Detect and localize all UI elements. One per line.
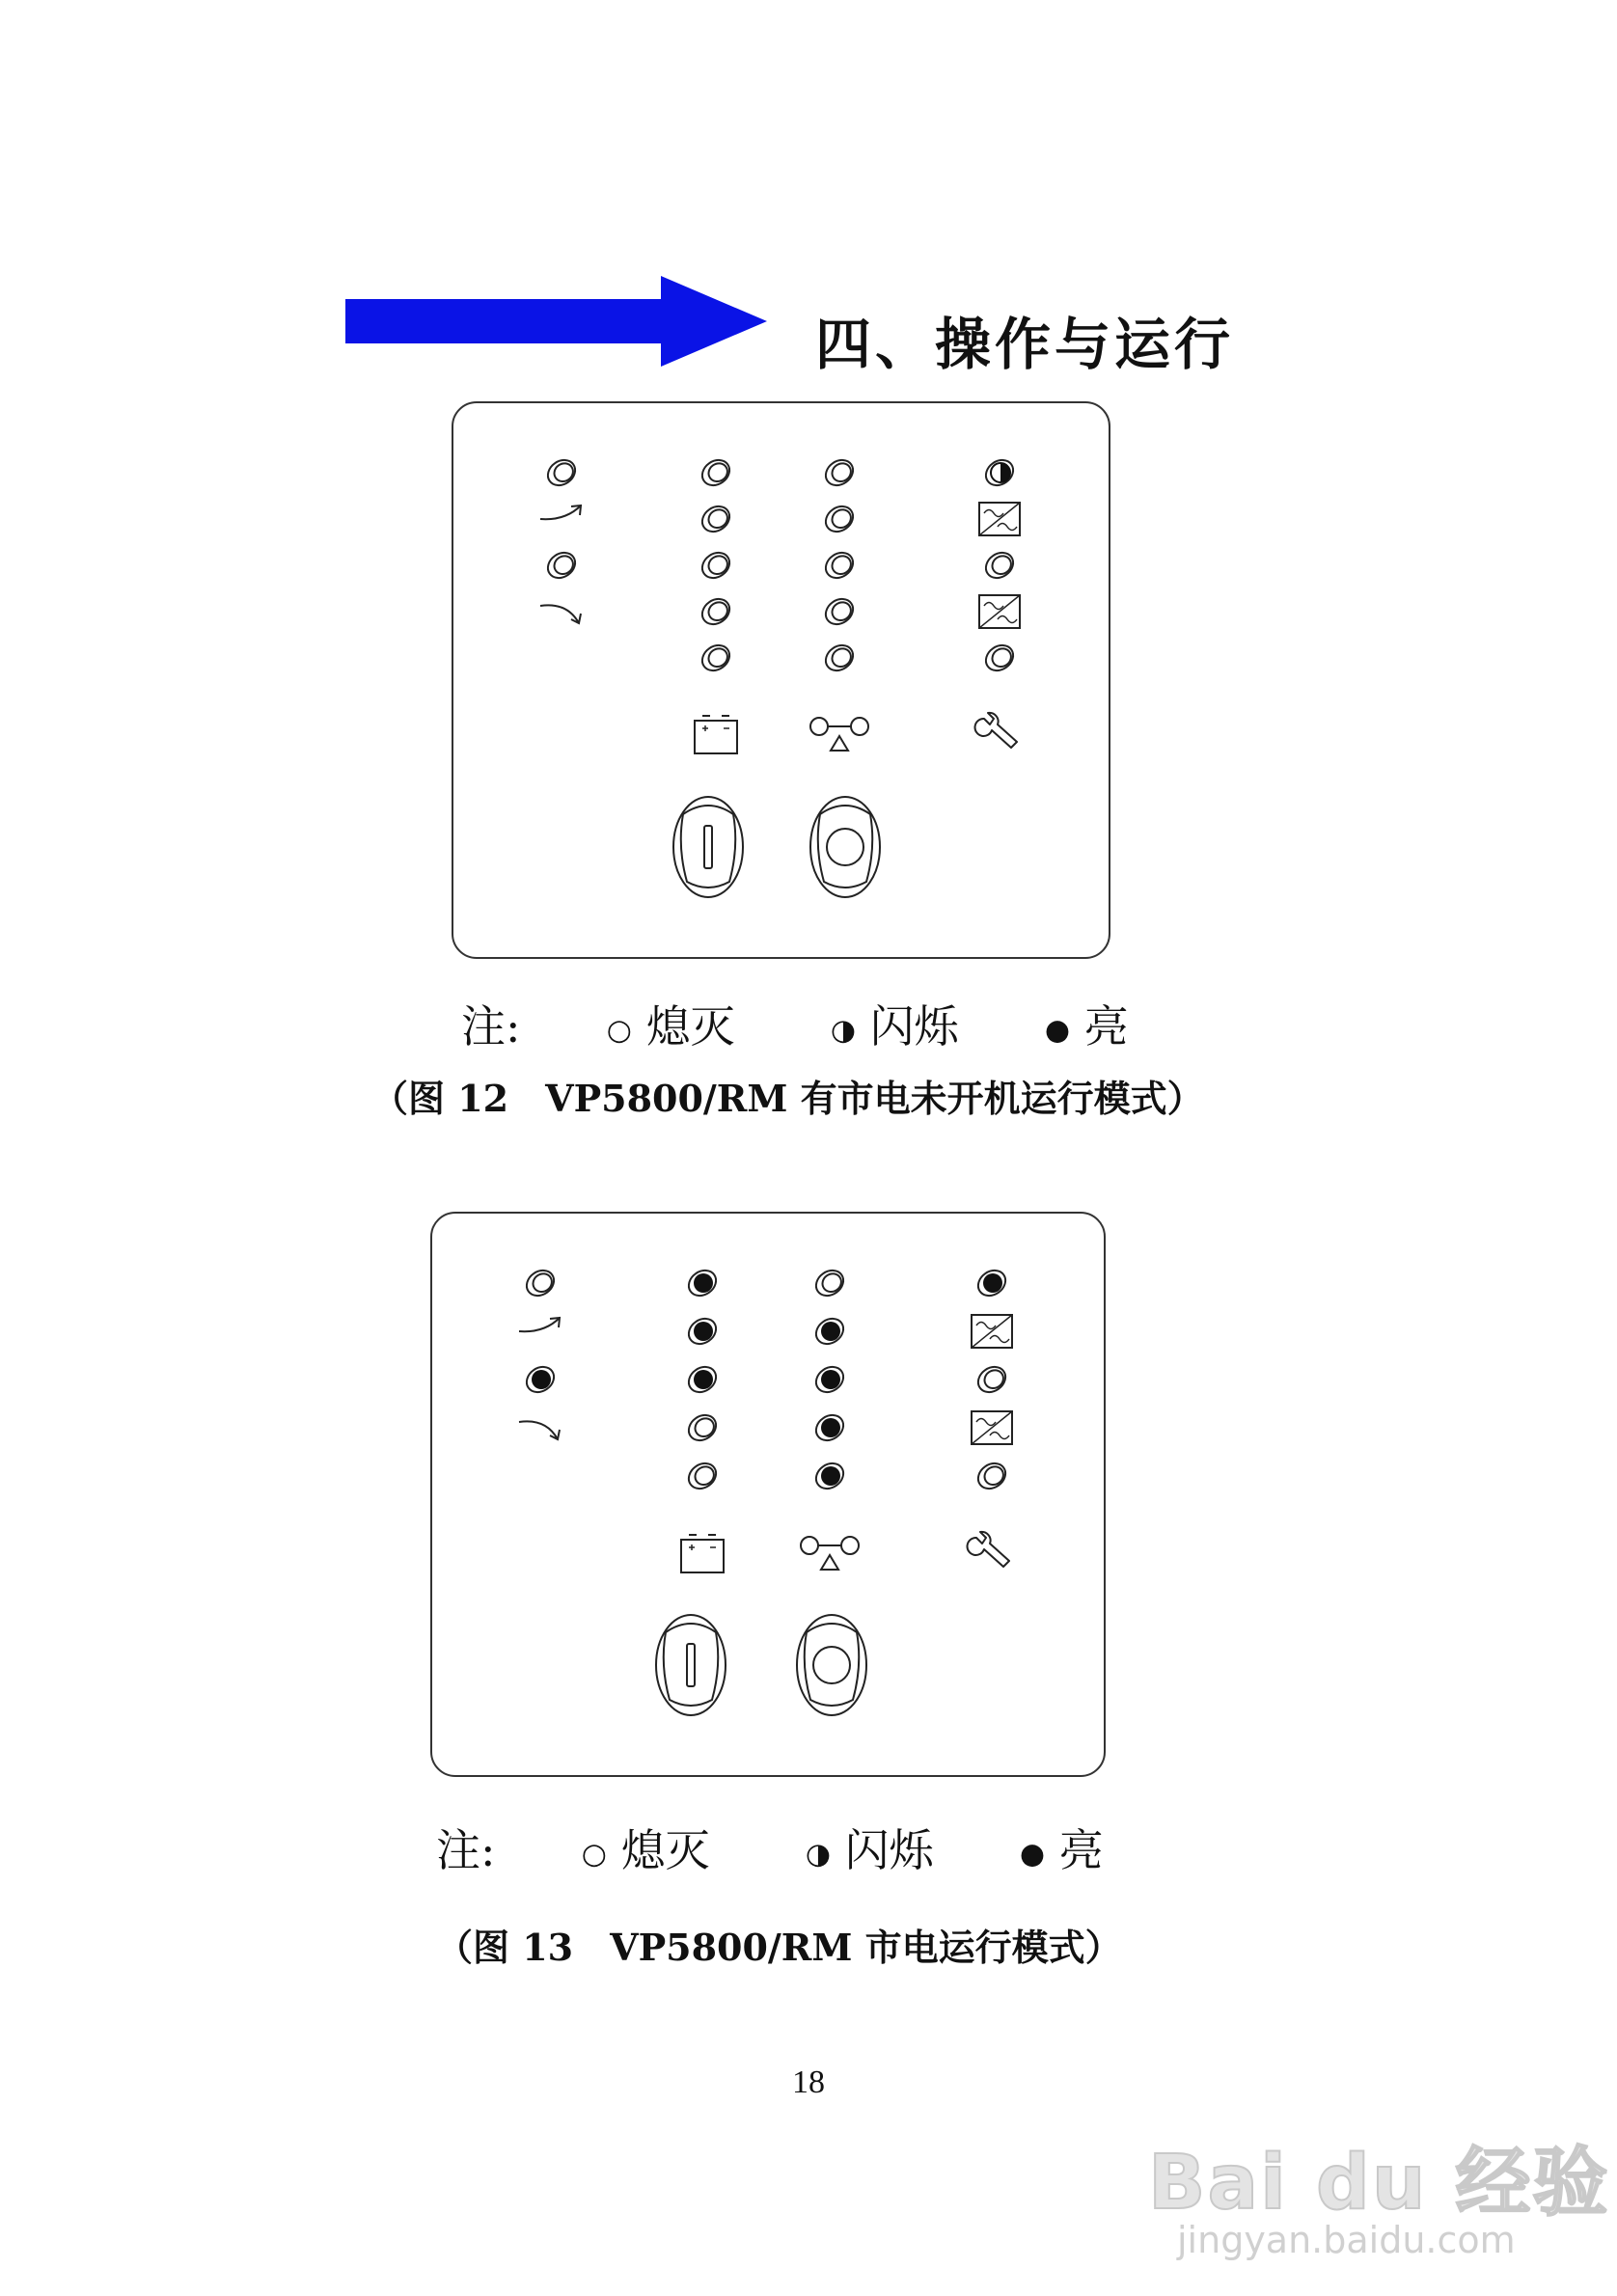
legend-figure-12 [461, 992, 1129, 1055]
indicator-led [981, 455, 1018, 491]
indicator-led [973, 1362, 1010, 1398]
curved-arrow-icon [519, 1318, 560, 1331]
indicator-led [821, 548, 858, 584]
figure-12-caption: （图 12 VP5800/RM 有市电未开机运行模式） [371, 1077, 1204, 1120]
indicator-led [698, 502, 734, 537]
indicator-led [684, 1266, 721, 1301]
waveform-box-icon [979, 503, 1020, 535]
legend-prefix: 注: [436, 1824, 496, 1876]
on-symbol-icon: ● [1019, 1837, 1046, 1872]
off-symbol-icon: ○ [606, 1013, 632, 1048]
indicator-led [543, 548, 580, 584]
indicator-led [811, 1410, 848, 1446]
legend-on-label: 亮 [1058, 1824, 1104, 1876]
legend-prefix: 注: [461, 1000, 521, 1052]
power-off-button-icon [797, 1615, 866, 1715]
indicator-led [698, 641, 734, 676]
curved-arrow-icon [540, 605, 581, 623]
watermark-url: jingyan.baidu.com [1177, 2219, 1516, 2261]
fan-icon [801, 1537, 859, 1570]
indicator-led [981, 548, 1018, 584]
indicator-led [698, 548, 734, 584]
indicator-led [811, 1459, 848, 1494]
power-on-button-icon [673, 797, 743, 897]
indicator-led [684, 1410, 721, 1446]
waveform-box-icon [972, 1411, 1012, 1444]
panel-drawing [432, 1214, 1108, 1779]
indicator-led [981, 641, 1018, 676]
power-off-button-icon [810, 797, 880, 897]
legend-flash-label: 闪烁 [869, 1000, 959, 1052]
wrench-icon [968, 1532, 1009, 1567]
fan-icon [810, 718, 868, 751]
indicator-led [821, 594, 858, 630]
indicator-led [684, 1314, 721, 1350]
off-symbol-icon: ○ [581, 1837, 607, 1872]
ups-panel-figure-13 [430, 1212, 1106, 1777]
indicator-led [684, 1362, 721, 1398]
indicator-led [522, 1362, 559, 1398]
indicator-led [973, 1459, 1010, 1494]
flash-symbol-icon: ◑ [805, 1837, 831, 1872]
indicator-led [821, 502, 858, 537]
on-symbol-icon: ● [1044, 1013, 1071, 1048]
section-title: 四、操作与运行 [815, 312, 1235, 377]
indicator-led [543, 455, 580, 491]
power-on-button-icon [656, 1615, 726, 1715]
panel-drawing [453, 403, 1112, 961]
battery-icon [681, 1535, 724, 1572]
figure-13-caption: （图 13 VP5800/RM 市电运行模式） [436, 1926, 1122, 1969]
indicator-led [698, 594, 734, 630]
indicator-led [698, 455, 734, 491]
indicator-led [811, 1266, 848, 1301]
battery-icon [695, 716, 737, 753]
indicator-led [821, 455, 858, 491]
indicator-led [522, 1266, 559, 1301]
watermark-logo: Bai du 经验 [1148, 2140, 1610, 2227]
indicator-led [811, 1314, 848, 1350]
indicator-led [811, 1362, 848, 1398]
legend-figure-13 [436, 1816, 1104, 1879]
page-number: 18 [792, 2064, 825, 2100]
wrench-icon [975, 713, 1017, 748]
waveform-box-icon [972, 1315, 1012, 1348]
legend-on-label: 亮 [1083, 1000, 1129, 1052]
curved-arrow-icon [519, 1421, 560, 1439]
curved-arrow-icon [540, 506, 581, 519]
baidu-watermark [1148, 2074, 1610, 2277]
flash-symbol-icon: ◑ [830, 1013, 856, 1048]
indicator-led [821, 641, 858, 676]
legend-flash-label: 闪烁 [844, 1824, 934, 1876]
indicator-led [973, 1266, 1010, 1301]
indicator-led [684, 1459, 721, 1494]
blue-arrow-icon [343, 273, 772, 369]
legend-off-label: 熄灭 [645, 1000, 735, 1052]
ups-panel-figure-12 [452, 401, 1110, 959]
legend-off-label: 熄灭 [620, 1824, 710, 1876]
waveform-box-icon [979, 595, 1020, 628]
